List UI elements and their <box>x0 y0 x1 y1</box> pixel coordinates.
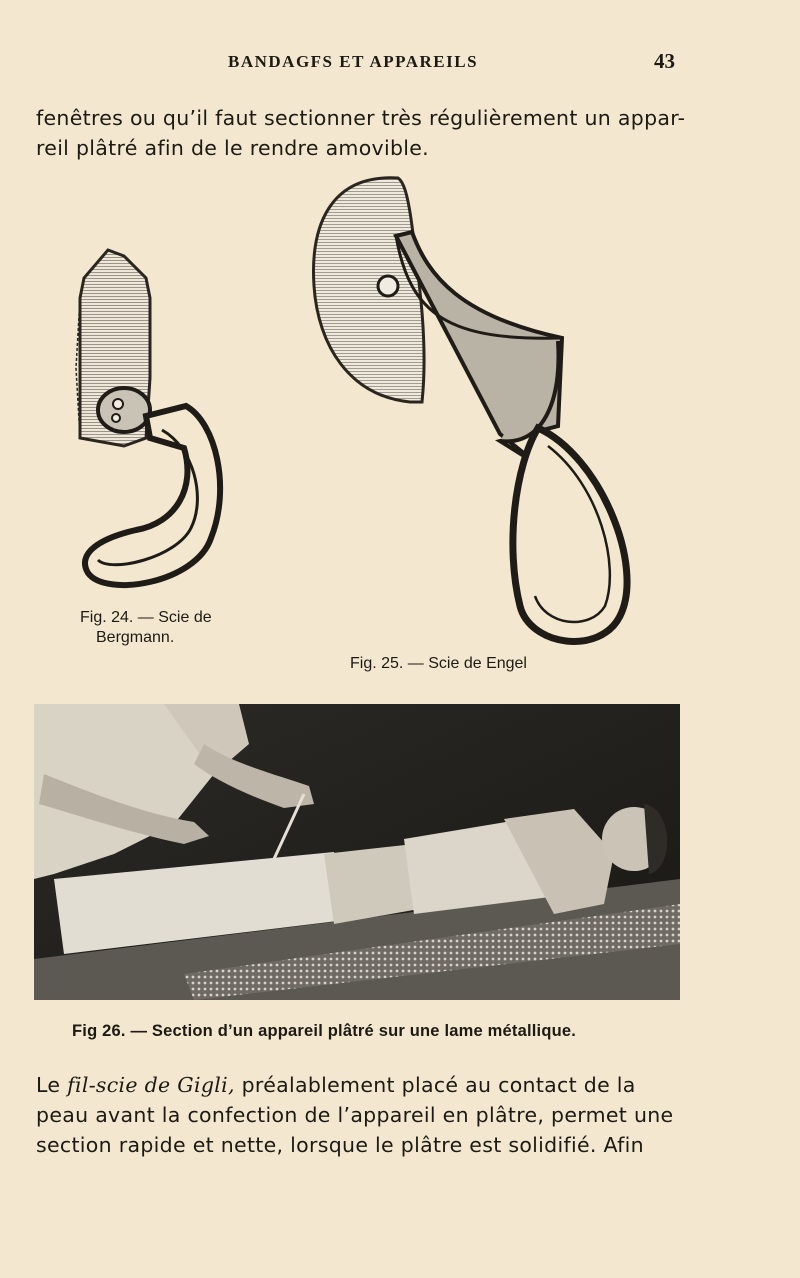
text-line <box>36 1070 746 1100</box>
text-line: peau avant la confection de l’appareil en plâtre, permet une <box>36 1103 674 1127</box>
page-number: 43 <box>654 49 675 73</box>
text-run: préalablement placé au contact de la <box>234 1073 636 1097</box>
bottom-paragraph <box>36 1070 746 1160</box>
italic-term: fil-scie de Gigli, <box>67 1073 235 1097</box>
running-title: BANDAGFS ET APPAREILS <box>228 52 479 71</box>
text-line: reil plâtré afin de le rendre amovible. <box>36 136 430 160</box>
figure-25-caption: Fig. 25. — Scie de Engel <box>350 655 527 672</box>
text-line: section rapide et nette, lorsque le plâtre est solidifié. Afin <box>36 1133 644 1157</box>
figure-26-caption: Fig 26. — Section d’un appareil plâtré sur une lame métallique. <box>72 1022 577 1040</box>
text-line: fenêtres ou qu’il faut sectionner très régulièrement un appar- <box>36 106 686 130</box>
caption-line: Bergmann. <box>96 629 175 646</box>
engel-saw-illustration <box>300 166 645 646</box>
top-paragraph <box>36 103 746 163</box>
bergmann-saw-illustration <box>66 238 231 598</box>
figure-24-caption <box>80 608 212 648</box>
caption-line: Fig. 24. — Scie de <box>80 609 212 626</box>
text-run: Le <box>36 1073 68 1097</box>
plaster-cast-section-photo <box>34 704 680 1000</box>
